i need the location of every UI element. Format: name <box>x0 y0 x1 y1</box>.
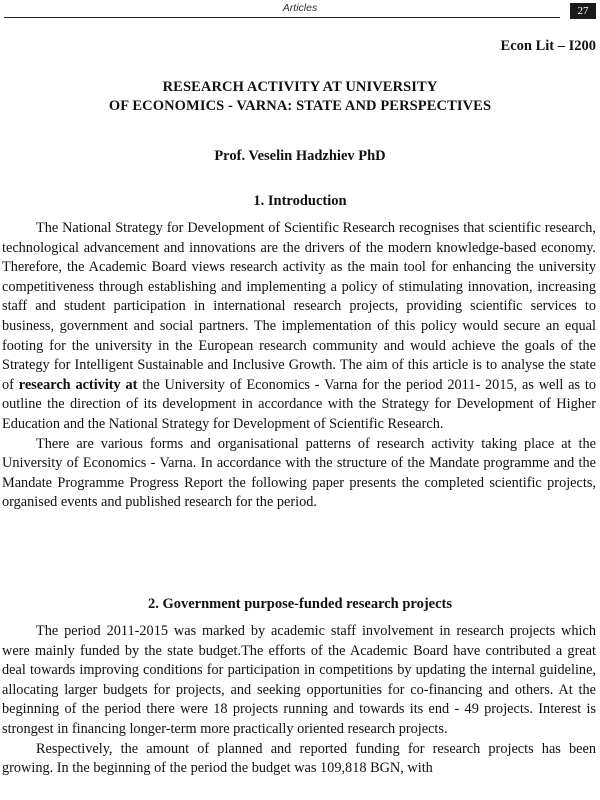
running-header <box>0 0 600 22</box>
section-label: Articles <box>282 2 318 14</box>
section-1-body <box>2 219 596 513</box>
emphasis-text: research activity at <box>18 376 138 393</box>
article-title <box>0 78 600 116</box>
section-2-heading: 2. Government purpose-funded research projects <box>147 596 453 612</box>
title-line-1: RESEARCH ACTIVITY AT UNIVERSITY <box>162 79 438 95</box>
section-2-body <box>2 622 596 779</box>
section-1-heading: 1. Introduction <box>253 193 347 209</box>
paragraph-text: the University of Economics - Varna for the period 2011- 2015, as well as to outline the direction of its development in accordance with the Strategy for Development of Higher Education and the National Strategy for Development of Scientific Research. <box>2 376 597 432</box>
section-1-paragraph-1 <box>2 219 596 435</box>
journal-classification: Econ Lit – I200 <box>500 38 596 54</box>
author-name: Prof. Veselin Hadzhiev PhD <box>214 148 386 164</box>
title-line-2: OF ECONOMICS - VARNA: STATE AND PERSPECTIVES <box>108 98 492 114</box>
paragraph-text: The National Strategy for Development of Scientific Research recognises that scientific research, technological advancement and innovations are the drivers of the modern knowledge-based economy. Therefore, the Academic Board views research activity as the main tool for enhancing the university competitiveness through establishing and implementing a policy of stimulating innovation, increasing staff and student participation in international research projects, providing scientific services to business, government and social partners. The implementation of this policy would secure an equal footing for the university in the European research community and would achieve the goals of the Strategy for Intelligent Sustainable and Inclusive Growth. The aim of this article is to analyse the state of <box>2 220 596 393</box>
header-rule <box>4 17 560 18</box>
section-2-paragraph-2: Respectively, the amount of planned and reported funding for research projects has been growing. In the beginning of the period the budget was 109,818 BGN, with <box>2 740 596 777</box>
page-number: 27 <box>570 3 596 19</box>
section-1-paragraph-2: There are various forms and organisational patterns of research activity taking place at the University of Economics - Varna. In accordance with the structure of the Mandate programme and the Mandate Programme Progress Report the following paper presents the completed scientific projects, organised events and published research for the period. <box>2 435 596 511</box>
section-2-paragraph-1: The period 2011-2015 was marked by academic staff involvement in research projects which were mainly funded by the state budget.The efforts of the Academic Board have contributed a great deal towards improving conditions for participation in competitions by updating the internal guideline, allocating larger budgets for projects, and seeking opportunities for co-financing and others. At the beginning of the period there were 18 projects running and towards its end - 49 projects. Interest is strongest in financing longer-term more practically oriented research projects. <box>2 623 596 737</box>
